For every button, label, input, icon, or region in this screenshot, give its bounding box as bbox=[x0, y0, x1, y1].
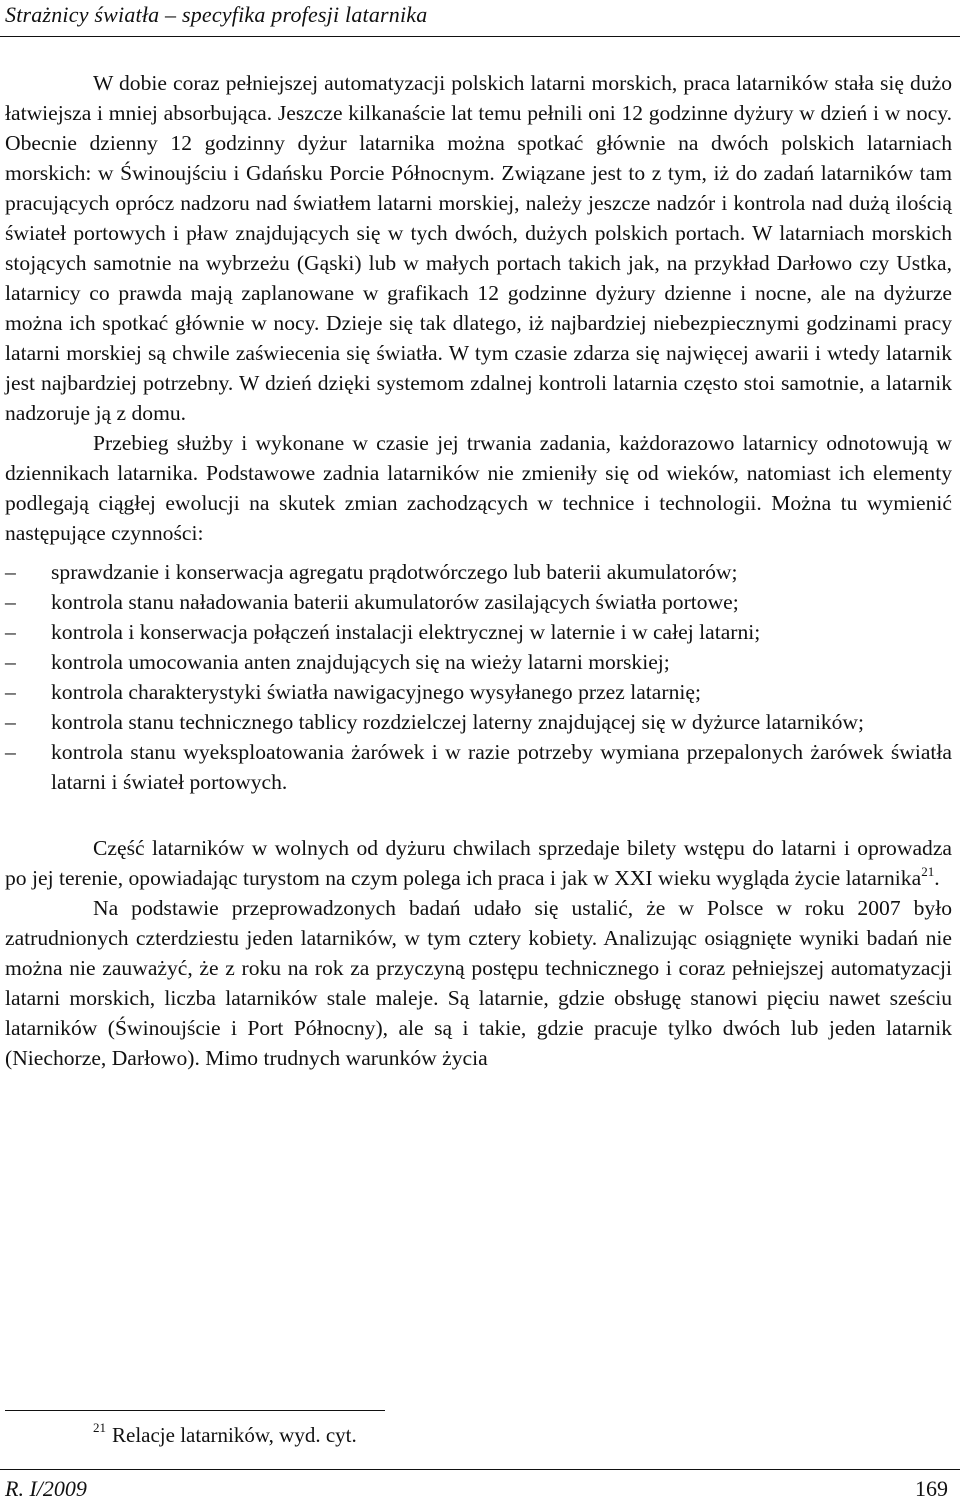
paragraph-statistics: Na podstawie przeprowadzonych badań udało się ustalić, że w Polsce w roku 2007 było zatrudnionych czterdziestu jeden latarników, w tym cztery kobiety. Analizując osiągnięte wyniki badań nie można nie zauważyć, że z roku na rok za przyczyną postępu technicznego i coraz pełniejszej automatyzacji latarni morskich, liczba latarników stale maleje. Są latarnie, gdzie obsługę stanowi pięciu nawet sześciu latarników (Świnoujście i Port Północny), ale są i takie, gdzie pracuje tylko dwóch lub jeden latarnik (Niechorze, Darłowo). Mimo trudnych warunków życia bbox=[5, 896, 952, 1070]
list-item bbox=[5, 677, 952, 707]
footer-divider bbox=[0, 1469, 960, 1470]
list-item-text: kontrola stanu naładowania baterii akumulatorów zasilających światła portowe; bbox=[51, 590, 739, 614]
paragraph-tourism-ending: . bbox=[934, 866, 940, 890]
list-item bbox=[5, 617, 952, 647]
main-text bbox=[5, 68, 952, 1073]
list-dash: – bbox=[5, 590, 16, 614]
list-dash: – bbox=[5, 710, 16, 734]
paragraph-duties-intro: Przebieg służby i wykonane w czasie jej trwania zadania, każdorazowo latarnicy odnotowują w dziennikach latarnika. Podstawowe zadnia latarników nie zmieniły się od wieków, natomiast ich elementy podlegają ciągłej ewolucji na skutek zmian zachodzących w technice i technologii. Można tu wymienić następujące czynności: bbox=[5, 431, 952, 545]
list-item-text: sprawdzanie i konserwacja agregatu prądotwórczego lub baterii akumulatorów; bbox=[51, 560, 738, 584]
header-divider bbox=[0, 36, 960, 37]
list-item-text: kontrola charakterystyki światła nawigacyjnego wysyłanego przez latarnię; bbox=[51, 680, 701, 704]
list-item bbox=[5, 737, 952, 797]
list-dash: – bbox=[5, 560, 16, 584]
footnote-divider bbox=[5, 1410, 385, 1411]
list-item bbox=[5, 707, 952, 737]
paragraph-automation: W dobie coraz pełniejszej automatyzacji polskich latarni morskich, praca latarników stała się dużo łatwiejsza i mniej absorbująca. Jeszcze kilkanaście lat temu pełnili oni 12 godzinne dyżury w dzień i w nocy. Obecnie dzienny 12 godzinny dyżur latarnika można spotkać głównie na dwóch polskich latarniach morskich: w Świnoujściu i Gdańsku Porcie Północnym. Związane jest to z tym, iż do zadań latarników tam pracujących oprócz nadzoru nad światłem latarni morskiej, należy jeszcze nadzór i kontrola nad dużą ilością świateł portowych i pław znajdujących się w tych dwóch, dużych polskich portach. W latarniach morskich stojących samotnie na wybrzeżu (Gąski) lub w małych portach takich jak, na przykład Darłowo czy Ustka, latarnicy co prawda mają zaplanowane w grafikach 12 godzinne dyżury dzienne i nocne, ale na dyżurze można ich spotkać głównie w nocy. Dzieje się tak dlatego, iż najbardziej niebezpiecznymi godzinami pracy latarni morskiej są chwile zaświecenia się światła. W tym czasie zdarza się najwięcej awarii i wtedy latarnik jest najbardziej potrzebny. W dzień dzięki systemom zdalnej kontroli latarnia często stoi samotnie, a latarnik nadzoruje ją z domu. bbox=[5, 71, 952, 425]
running-header: Strażnicy światła – specyfika profesji latarnika bbox=[5, 2, 428, 27]
list-item bbox=[5, 557, 952, 587]
list-item-text: kontrola stanu wyeksploatowania żarówek i w razie potrzeby wymiana przepalonych żarówek światła latarni i świateł portowych. bbox=[51, 740, 952, 794]
list-item bbox=[5, 647, 952, 677]
footer-issue: R. I/2009 bbox=[5, 1476, 87, 1501]
list-dash: – bbox=[5, 680, 16, 704]
footnote-reference[interactable]: 21 bbox=[921, 864, 935, 879]
list-item bbox=[5, 587, 952, 617]
footnote bbox=[93, 1420, 357, 1448]
list-item-text: kontrola i konserwacja połączeń instalacji elektrycznej w laternie i w całej latarni; bbox=[51, 620, 761, 644]
paragraph-tourism-text: Część latarników w wolnych od dyżuru chwilach sprzedaje bilety wstępu do latarni i oprowadza po jej terenie, opowiadając turystom na czym polega ich praca i jak w XXI wieku wygląda życie latarnika bbox=[5, 836, 952, 890]
footnote-number: 21 bbox=[93, 1420, 106, 1435]
page-number: 169 bbox=[915, 1476, 948, 1501]
footnote-text: Relacje latarników, wyd. cyt. bbox=[112, 1423, 357, 1447]
list-dash: – bbox=[5, 740, 16, 764]
duties-list bbox=[5, 557, 952, 797]
list-item-text: kontrola umocowania anten znajdujących się na wieży latarni morskiej; bbox=[51, 650, 670, 674]
paragraph-tourism bbox=[5, 833, 952, 893]
list-dash: – bbox=[5, 650, 16, 674]
list-dash: – bbox=[5, 620, 16, 644]
list-item-text: kontrola stanu technicznego tablicy rozdzielczej laterny znajdującej się w dyżurce latarników; bbox=[51, 710, 865, 734]
